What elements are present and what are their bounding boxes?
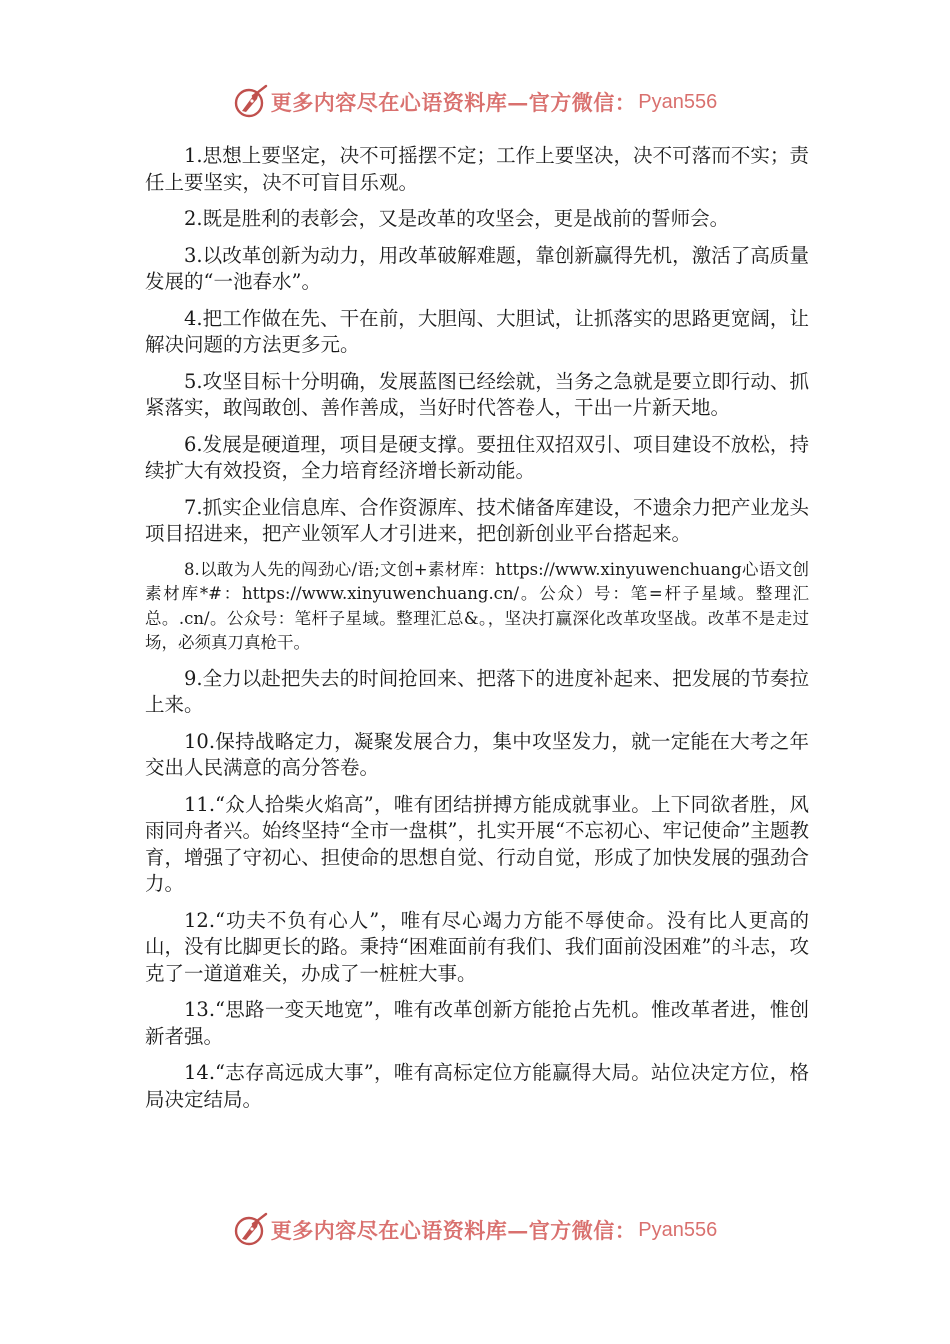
footer-text: 更多内容尽在心语资料库—官方微信： [270, 1218, 637, 1243]
paragraph: 12.“功夫不负有心人”，唯有尽心竭力方能不辱使命。没有比人更高的山，没有比脚更长的路。秉持“困难面前有我们、我们面前没困难”的斗志，攻克了一道道难关，办成了一桩桩大事。 [145, 908, 809, 985]
paragraph: 3.以改革创新为动力，用改革破解难题，靠创新赢得先机，激活了高质量发展的“一池春水”。 [145, 243, 809, 293]
header-banner [0, 82, 950, 122]
document-body [145, 143, 809, 1123]
footer-banner [0, 1210, 950, 1250]
paragraph: 13.“思路一变天地宽”，唯有改革创新方能抢占先机。惟改革者进，惟创新者强。 [145, 998, 809, 1048]
footer-contact: Pyan556 [638, 1218, 718, 1241]
paragraph: 6.发展是硬道理，项目是硬支撑。要扭住双招双引、项目建设不放松，持续扩大有效投资，全力培育经济增长新动能。 [145, 432, 809, 482]
pen-nib-logo-icon [233, 1212, 269, 1248]
paragraph: 14.“志存高远成大事”，唯有高标定位方能赢得大局。站位决定方位，格局决定结局。 [145, 1061, 809, 1111]
paragraph: 11.“众人拾柴火焰高”，唯有团结拼搏方能成就事业。上下同欲者胜，风雨同舟者兴。始终坚持“全市一盘棋”，扎实开展“不忘初心、牢记使命”主题教育，增强了守初心、担使命的思想自觉、行动自觉，形成了加快发展的强劲合力。 [145, 792, 809, 895]
header-text: 更多内容尽在心语资料库—官方微信： [270, 90, 637, 115]
header-contact: Pyan556 [638, 90, 718, 113]
paragraph: 2.既是胜利的表彰会，又是改革的攻坚会，更是战前的誓师会。 [184, 207, 730, 230]
paragraph: 8.以敢为人先的闯劲心/语;文创+素材库：https://www.xinyuwenchuang心语文创素材库*#：https://www.xinyuwenchuang.cn/。公众）号：笔=杆子星域。整理汇总。.cn/。公众号：笔杆子星域。整理汇总&。，坚决打赢深化改革攻坚战。改革不是走过场，必须真刀真枪干。 [145, 559, 809, 652]
pen-nib-logo-icon [233, 84, 269, 120]
paragraph: 7.抓实企业信息库、合作资源库、技术储备库建设，不遗余力把产业龙头项目招进来，把产业领军人才引进来，把创新创业平台搭起来。 [145, 495, 809, 545]
paragraph: 9.全力以赴把失去的时间抢回来、把落下的进度补起来、把发展的节奏拉上来。 [145, 666, 809, 716]
paragraph: 4.把工作做在先、干在前，大胆闯、大胆试，让抓落实的思路更宽阔，让解决问题的方法更多元。 [145, 306, 809, 356]
paragraph: 10.保持战略定力，凝聚发展合力，集中攻坚发力，就一定能在大考之年交出人民满意的高分答卷。 [145, 729, 809, 779]
paragraph: 5.攻坚目标十分明确，发展蓝图已经绘就，当务之急就是要立即行动、抓紧落实，敢闯敢创、善作善成，当好时代答卷人，干出一片新天地。 [145, 369, 809, 419]
paragraph: 1.思想上要坚定，决不可摇摆不定；工作上要坚决，决不可落而不实；责任上要坚实，决不可盲目乐观。 [145, 144, 809, 194]
